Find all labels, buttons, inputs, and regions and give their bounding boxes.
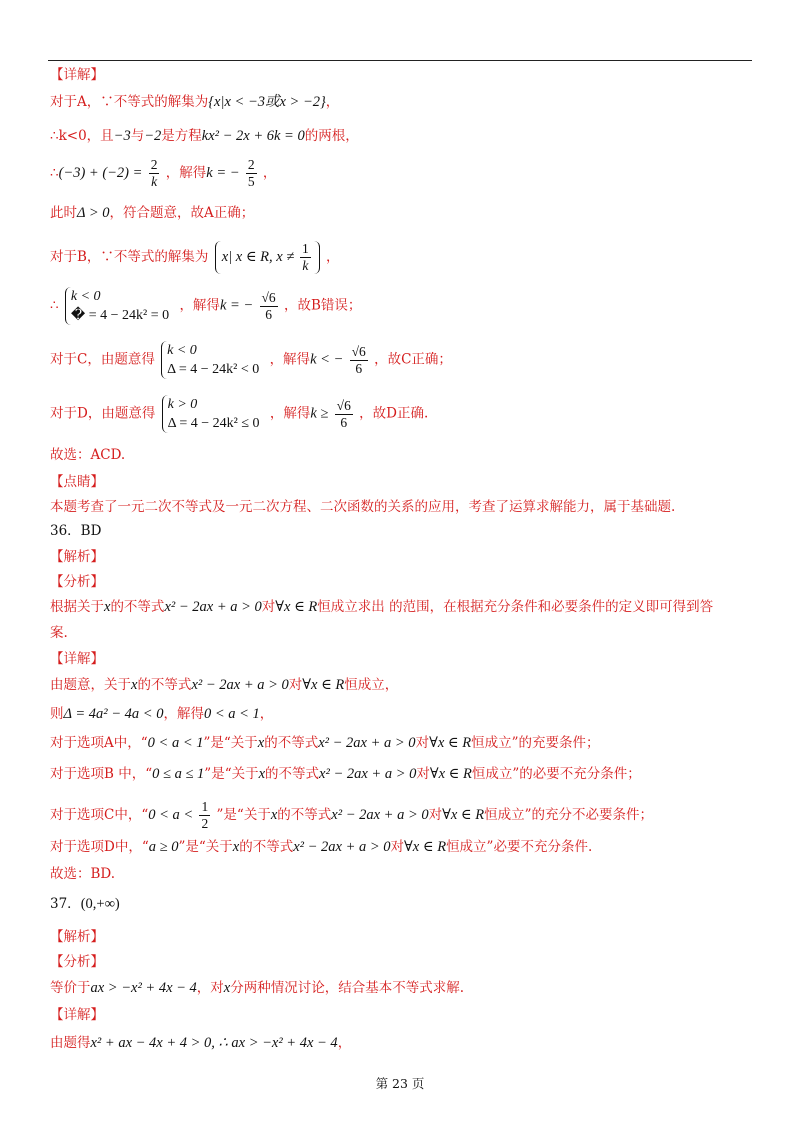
line-d-system: 对于D，由题意得 k > 0 Δ = 4 − 24k² ≤ 0 ，解得k ≥ $\frac{√6}{6}$ ，故D正确.	[50, 397, 429, 431]
page-number: 第 23 页	[375, 1076, 425, 1091]
line-37-reasoning: 等价于ax > −x² + 4x − 4，对x分两种情况讨论，结合基本不等式求解.	[50, 980, 465, 996]
line-a-roots: ∴k<0，且−3与−2是方程kx² − 2x + 6k = 0的两根，	[50, 128, 359, 144]
line-36-reasoning: 根据关于x的不等式x² − 2ax + a > 0对∀x ∈ R恒成立求出 的范围，在根据充分条件和必要条件的定义即可得到答	[50, 599, 714, 615]
fraction: $\frac{1}{k}$	[301, 241, 309, 273]
heading-reasoning: 【分析】	[50, 574, 104, 590]
heading-detail-36: 【详解】	[50, 651, 104, 667]
fraction: $\frac{√6}{6}$	[261, 289, 276, 322]
line-a-solve-k: ∴(−3) + (−2) = $\frac{2}{k}$ ，解得k = − $\frac{2}{5}$ ，	[50, 157, 277, 189]
line-a-solution-set: 对于A，∵不等式的解集为{x|x < −3或x > −2}，	[50, 94, 340, 110]
line-c-system: 对于C，由题意得 k < 0 Δ = 4 − 24k² < 0 ，解得k < − $\frac{√6}{6}$ ，故C正确；	[50, 343, 452, 377]
line-option-a: 对于选项A中，“0 < a < 1”是“关于x的不等式x² − 2ax + a > 0对∀x ∈ R恒成立”的充要条件；	[50, 735, 600, 751]
heading-comment: 【点睛】	[50, 474, 104, 490]
line-36-discriminant: 则Δ = 4a² − 4a < 0，解得0 < a < 1，	[50, 706, 274, 722]
heading-detail-37: 【详解】	[50, 1007, 104, 1023]
fraction: $\frac{1}{2}$	[201, 799, 209, 831]
set-brace: x| x ∈ R, x ≠ $\frac{1}{k}$	[215, 241, 320, 274]
answer-acd: 故选：ACD.	[50, 447, 126, 463]
heading-detail: 【详解】	[50, 67, 104, 83]
line-a-conclusion: 此时Δ > 0，符合题意，故A正确；	[50, 205, 255, 221]
equation-system: k > 0 Δ = 4 − 24k² ≤ 0	[162, 395, 264, 433]
line-b-system: ∴ k < 0 � = 4 − 24k² = 0 ，解得k = − $\frac{√6}{6}$ ，故B错误；	[50, 289, 362, 323]
answer-bd: 故选：BD.	[50, 866, 116, 882]
heading-analysis: 【解析】	[50, 549, 104, 565]
line-37-derivation: 由题得x² + ax − 4x + 4 > 0, ∴ ax > −x² + 4x − 4，	[50, 1035, 352, 1051]
equation-system: k < 0 � = 4 − 24k² = 0	[65, 287, 173, 325]
comment-text: 本题考查了一元二次不等式及一元二次方程、二次函数的关系的应用，考查了运算求解能力，属于基础题.	[50, 499, 676, 515]
heading-analysis-37: 【解析】	[50, 929, 104, 945]
question-37-answer: 37．(0,+∞)	[50, 896, 120, 912]
fraction: $\frac{√6}{6}$	[336, 397, 351, 430]
fraction: $\frac{√6}{6}$	[351, 343, 366, 376]
heading-reasoning-37: 【分析】	[50, 954, 104, 970]
equation-system: k < 0 Δ = 4 − 24k² < 0	[161, 341, 263, 379]
line-36-reasoning-cont: 案.	[50, 625, 68, 641]
line-36-condition: 由题意，关于x的不等式x² − 2ax + a > 0对∀x ∈ R恒成立，	[50, 677, 399, 693]
header-rule	[48, 60, 752, 61]
question-36-answer: 36．BD	[50, 523, 102, 539]
line-option-d: 对于选项D中，“a ≥ 0”是“关于x的不等式x² − 2ax + a > 0对∀x ∈ R恒成立”必要不充分条件.	[50, 839, 593, 855]
line-b-solution-set: 对于B，∵不等式的解集为 x| x ∈ R, x ≠ $\frac{1}{k}$ ，	[50, 241, 340, 273]
line-option-b: 对于选项B 中，“0 ≤ a ≤ 1”是“关于x的不等式x² − 2ax + a > 0对∀x ∈ R恒成立”的必要不充分条件；	[50, 766, 641, 782]
fraction: $\frac{2}{k}$	[150, 157, 158, 189]
line-option-c: 对于选项C中，“0 < a < $\frac{1}{2}$ ”是“关于x的不等式x² − 2ax + a > 0对∀x ∈ R恒成立”的充分不必要条件；	[50, 799, 654, 831]
fraction: $\frac{2}{5}$	[247, 157, 255, 189]
